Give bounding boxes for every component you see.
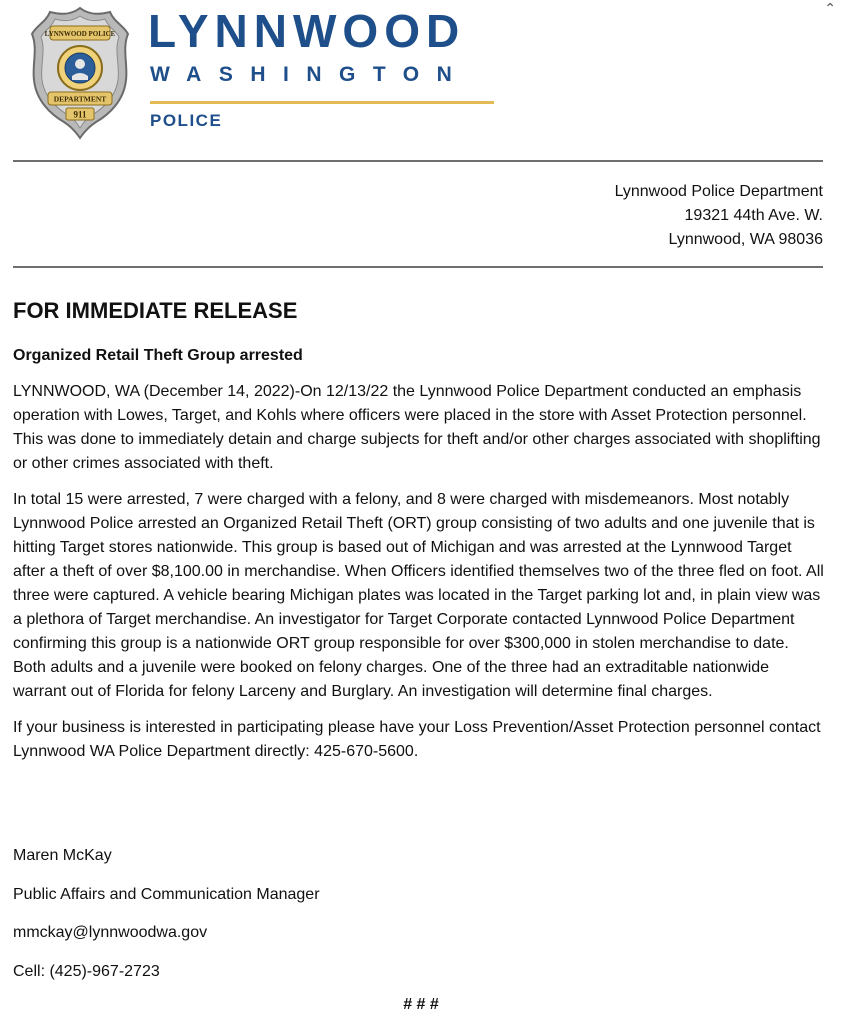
corner-caret-icon: ⌃ (824, 0, 836, 16)
address-divider (13, 266, 823, 268)
department-address (615, 180, 823, 252)
address-line-city: Lynnwood, WA 98036 (668, 231, 823, 248)
brand-title: LYNNWOOD (148, 5, 466, 57)
badge-top-text: LYNNWOOD POLICE (44, 30, 116, 38)
address-line-name: Lynnwood Police Department (614, 183, 823, 200)
release-body (13, 296, 825, 776)
signature-name: Maren McKay (13, 847, 112, 864)
brand-department: POLICE (150, 111, 223, 130)
badge-bottom-text: DEPARTMENT (53, 94, 107, 104)
letterhead (0, 0, 842, 160)
release-heading: FOR IMMEDIATE RELEASE (13, 298, 298, 323)
signature-cell: Cell: (425)-967-2723 (13, 962, 160, 980)
end-mark: # # # (403, 996, 439, 1013)
address-line-street: 19321 44th Ave. W. (684, 207, 823, 224)
release-subheading: Organized Retail Theft Group arrested (13, 347, 303, 364)
brand-subtitle: WASHINGTON (150, 63, 470, 86)
paragraph-contact: If your business is interested in participating please have your Loss Prevention/Asset Protection personnel contact Lynnwood WA Police Department directly: 425-670-5600. (13, 719, 821, 760)
police-badge-logo (28, 4, 132, 140)
brand-divider (150, 101, 494, 104)
top-divider (13, 160, 823, 162)
signature-email[interactable]: mmckay@lynnwoodwa.gov (13, 924, 208, 941)
paragraph-details: In total 15 were arrested, 7 were charged with a felony, and 8 were charged with misdemeanors. Most notably Lynnwood Police arrested an Organized Retail Theft (ORT) group consisting of two adults and one juvenile that is hitting Target stores nationwide. This group is based out of Michigan and was arrested at the Lynnwood Target after a theft of over $8,100.00 in merchandise. When Officers identified themselves two of the three fled on foot. All three were captured. A vehicle bearing Michigan plates was located in the Target parking lot and, in plain view was a plethora of Target merchandise. An investigator for Target Corporate contacted Lynnwood Police Department confirming this group is a nationwide ORT group responsible for over $300,000 in stolen merchandise to date. Both adults and a juvenile were booked on felony charges. One of the three had an extraditable nationwide warrant out of Florida for felony Larceny and Burglary. An investigation will determine final charges. (13, 491, 824, 700)
signature-title: Public Affairs and Communication Manager (13, 885, 320, 903)
paragraph-intro: LYNNWOOD, WA (December 14, 2022)-On 12/13/22 the Lynnwood Police Department conducted an emphasis operation with Lowes, Target, and Kohls where officers were placed in the store with Asset Protection personnel. This was done to immediately detain and charge subjects for theft and/or other charges associated with shoplifting or other crimes associated with theft. (13, 383, 821, 472)
signature-block (13, 844, 320, 998)
badge-number: 911 (73, 109, 87, 120)
